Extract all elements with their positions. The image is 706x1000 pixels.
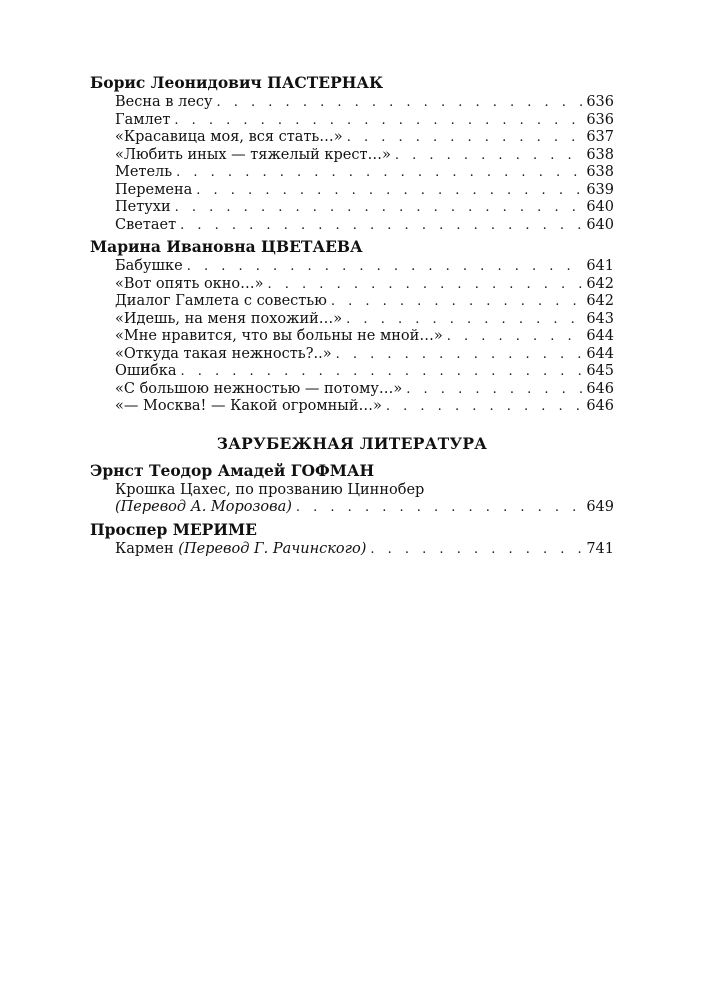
toc-entry [90, 182, 614, 200]
toc-entry [90, 311, 614, 329]
entry-title: «С большою нежностью — потому…» [115, 380, 403, 397]
toc-entry [90, 258, 614, 276]
leader-dots [180, 363, 582, 381]
leader-dots [346, 311, 582, 329]
page-number: 640 [586, 199, 614, 215]
page-number: 639 [586, 181, 614, 198]
page-number: 637 [586, 129, 614, 145]
entry-title: Кармен [115, 540, 174, 557]
toc-entry [90, 112, 614, 130]
leader-dots [196, 182, 582, 200]
leader-dots [217, 94, 583, 112]
entry-title: «Идешь, на меня похожий…» [115, 310, 343, 327]
leader-dots [395, 147, 582, 165]
page-number: 644 [586, 345, 614, 362]
toc-entry [90, 199, 614, 217]
entry-title: Весна в лесу [115, 94, 213, 110]
leader-dots [336, 346, 583, 364]
page-number: 646 [586, 398, 614, 414]
entry-title: «Вот опять окно…» [115, 275, 264, 292]
page-number: 641 [586, 258, 614, 274]
page-number: 645 [586, 363, 614, 379]
entry-title: «Красавица моя, вся стать…» [115, 129, 343, 145]
entry-title: Метель [115, 164, 173, 180]
toc-entry [90, 541, 614, 559]
author-heading: Марина Ивановна ЦВЕТАЕВА [90, 237, 363, 256]
translator-note: (Перевод А. Морозова) [115, 499, 292, 515]
leader-dots [187, 258, 583, 276]
toc-entry [90, 129, 614, 147]
page-number: 642 [586, 293, 614, 309]
section-heading: ЗАРУБЕЖНАЯ ЛИТЕРАТУРА [216, 433, 488, 453]
leader-dots [180, 217, 582, 235]
leader-dots [406, 381, 582, 399]
leader-dots [175, 199, 583, 217]
page-number: 644 [586, 328, 614, 344]
toc-entry [90, 381, 614, 399]
entry-title: Светает [115, 216, 177, 233]
page-number: 741 [586, 540, 614, 557]
entry-title: Диалог Гамлета с совестью [115, 293, 327, 309]
leader-dots [268, 276, 583, 294]
entry-title: Гамлет [115, 111, 171, 128]
page-number: 638 [586, 146, 614, 163]
page-number: 638 [586, 164, 614, 180]
leader-dots [386, 398, 582, 416]
leader-dots [347, 129, 583, 147]
author-heading: Проспер МЕРИМЕ [90, 519, 257, 539]
page-number: 636 [586, 111, 614, 128]
leader-dots [447, 328, 583, 346]
leader-dots [370, 541, 582, 559]
table-of-contents [90, 70, 614, 558]
toc-entry [90, 217, 614, 235]
entry-title: «Мне нравится, что вы больны не мной…» [115, 328, 443, 344]
author-heading: Борис Леонидович ПАСТЕРНАК [90, 73, 384, 92]
entry-title: Бабушке [115, 258, 183, 274]
toc-entry [90, 398, 614, 416]
entry-title: Перемена [115, 181, 193, 198]
entry-title-wrap [115, 541, 366, 559]
page-number: 640 [586, 216, 614, 233]
entry-title: Ошибка [115, 363, 177, 379]
page-number: 643 [586, 310, 614, 327]
entry-title: «Любить иных — тяжелый крест…» [115, 146, 391, 163]
entry-title: Крошка Цахес, по прозванию Циннобер [115, 481, 425, 498]
leader-dots [176, 164, 582, 182]
toc-entry [90, 276, 614, 294]
toc-entry [90, 293, 614, 311]
toc-entry [90, 346, 614, 364]
entry-title: «Откуда такая нежность?..» [115, 345, 332, 362]
entry-translation [115, 499, 292, 517]
entry-title: «— Москва! — Какой огромный…» [115, 398, 382, 414]
page-number: 642 [586, 275, 614, 292]
page-number: 636 [586, 94, 614, 110]
toc-entry [90, 164, 614, 182]
author-heading: Эрнст Теодор Амадей ГОФМАН [90, 460, 375, 480]
page-number: 649 [586, 499, 614, 515]
leader-dots [174, 112, 582, 130]
leader-dots [331, 293, 582, 311]
translator-note: (Перевод Г. Рачинского) [178, 540, 367, 557]
leader-dots [296, 499, 582, 517]
toc-entry [90, 94, 614, 112]
toc-entry [90, 363, 614, 381]
toc-entry [90, 147, 614, 165]
entry-title: Петухи [115, 199, 171, 215]
toc-entry [90, 328, 614, 346]
page-number: 646 [586, 380, 614, 397]
toc-entry [90, 499, 614, 517]
